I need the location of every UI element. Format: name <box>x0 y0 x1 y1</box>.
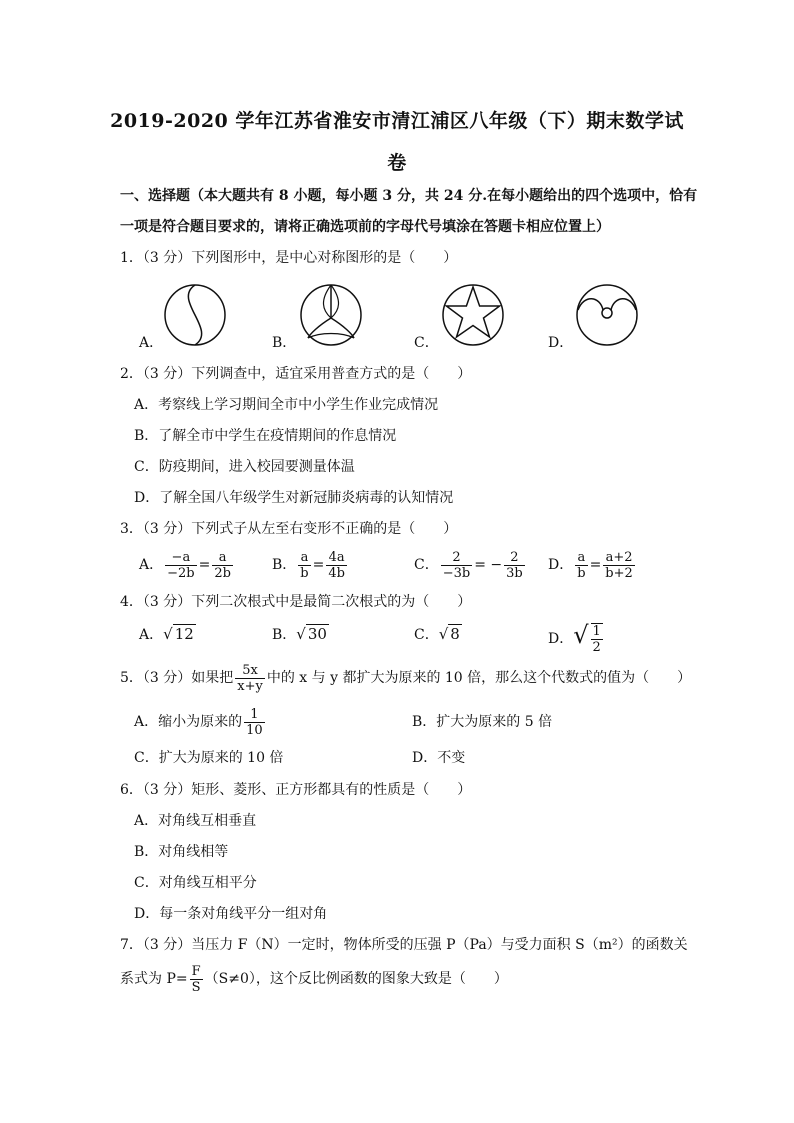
q3-option-c <box>414 547 527 583</box>
q5-stem-post: 中的 x 与 y 都扩大为原来的 10 倍，那么这个代数式的值为（ ） <box>266 670 692 686</box>
q3-b-den1: b <box>300 565 309 581</box>
q5-option-a <box>134 704 267 740</box>
q3-c-label: C． <box>414 557 439 573</box>
q3-a-num1: −a <box>165 550 197 566</box>
q7-stem-line1: 7．（3 分）当压力 F（N）一定时，物体所受的压强 P（Pa）与受力面积 S（m²）的函数关 <box>120 937 688 953</box>
q4-option-d <box>548 616 605 654</box>
q4-a-label: A． <box>139 627 164 643</box>
q5-option-b: B．扩大为原来的 5 倍 <box>412 714 553 730</box>
q3-c-num1: 2 <box>441 550 473 566</box>
q4-a-radicand: 12 <box>174 625 194 643</box>
q3-option-d <box>548 547 637 583</box>
q4-c-radicand: 8 <box>450 625 460 643</box>
q7-pre: 系式为 P= <box>120 971 188 987</box>
q3-c-den2: 3b <box>506 565 523 581</box>
q3-b-eq: = <box>312 557 325 573</box>
q7-den: S <box>191 979 201 995</box>
q5-num: 5x <box>235 663 265 679</box>
q4-b-label: B． <box>272 627 297 643</box>
q3-d-num2: a+2 <box>603 550 635 566</box>
q3-b-label: B． <box>272 557 297 573</box>
q3-stem: 3．（3 分）下列式子从左至右变形不正确的是（ ） <box>120 521 458 537</box>
q3-c-den1: −3b <box>442 565 471 581</box>
q3-a-num2: a <box>212 550 233 566</box>
q3-c-num2: 2 <box>504 550 525 566</box>
q4-b-radicand: 30 <box>307 625 327 643</box>
q4-option-a <box>139 624 196 645</box>
q1-stem: 1．（3 分）下列图形中，是中心对称图形的是（ ） <box>120 250 458 266</box>
section-heading-line2: 一项是符合题目要求的，请将正确选项前的字母代号填涂在答题卡相应位置上） <box>120 219 610 235</box>
q3-d-num1: a <box>575 550 587 566</box>
q3-a-label: A． <box>139 557 164 573</box>
q7-num: F <box>191 963 201 979</box>
q4-option-b <box>272 624 329 645</box>
q3-a-den2: 2b <box>214 565 231 581</box>
q1-option-b: B． <box>272 335 297 351</box>
q3-b-num1: a <box>298 550 310 566</box>
q3-option-b <box>272 547 349 583</box>
q5-option-c: C．扩大为原来的 10 倍 <box>134 750 284 766</box>
q6-option-a: A．对角线互相垂直 <box>134 813 257 829</box>
q2-option-b: B．了解全市中学生在疫情期间的作息情况 <box>134 428 397 444</box>
q1-figure-a-icon <box>162 282 228 348</box>
q3-b-num2: 4a <box>326 550 347 566</box>
q4-stem: 4．（3 分）下列二次根式中是最简二次根式的为（ ） <box>120 594 472 610</box>
q4-d-label: D． <box>548 631 574 647</box>
q7-stem-line2 <box>120 960 508 1000</box>
q5-stem-pre: 5．（3 分）如果把 <box>120 670 234 686</box>
q1-option-c: C． <box>414 335 439 351</box>
q1-figure-d-icon <box>574 282 640 348</box>
q4-c-label: C． <box>414 627 439 643</box>
q2-option-c: C．防疫期间，进入校园要测量体温 <box>134 459 355 475</box>
q3-option-a <box>139 547 235 583</box>
q2-option-a: A．考察线上学习期间全市中小学生作业完成情况 <box>134 397 439 413</box>
q7-post: （S≠0），这个反比例函数的图象大致是（ ） <box>204 971 508 987</box>
q2-option-d: D．了解全国八年级学生对新冠肺炎病毒的认知情况 <box>134 490 454 506</box>
q5-a-num: 1 <box>244 707 265 723</box>
sqrt-icon: √ 12 <box>163 625 194 643</box>
q3-a-den1: −2b <box>167 565 195 581</box>
q4-option-c <box>414 624 462 645</box>
exam-title-line2: 卷 <box>387 152 407 174</box>
q1-option-d: D． <box>548 335 574 351</box>
q6-option-c: C．对角线互相平分 <box>134 875 257 891</box>
q5-a-den: 10 <box>246 722 263 738</box>
q1-figure-c-icon <box>440 282 506 348</box>
q3-d-den1: b <box>577 565 586 581</box>
q3-a-eq: = <box>198 557 211 573</box>
sqrt-icon: √ <box>573 621 589 649</box>
exam-title-line1: 2019-2020 学年江苏省淮安市清江浦区八年级（下）期末数学试 <box>110 110 684 132</box>
q4-d-num: 1 <box>592 624 601 639</box>
q5-den: x+y <box>237 678 263 694</box>
q4-d-den: 2 <box>592 640 601 655</box>
q3-c-eq: = − <box>474 557 503 573</box>
q1-figure-b-icon <box>298 282 364 348</box>
sqrt-icon: √ 8 <box>438 625 460 643</box>
q6-option-d: D．每一条对角线平分一组对角 <box>134 906 328 922</box>
q5-stem <box>120 660 691 700</box>
q3-d-den2: b+2 <box>605 565 633 581</box>
q2-stem: 2．（3 分）下列调查中，适宜采用普查方式的是（ ） <box>120 366 472 382</box>
q5-option-d: D．不变 <box>412 750 466 766</box>
q1-option-a: A． <box>139 335 164 351</box>
q3-d-label: D． <box>548 557 574 573</box>
sqrt-icon: √ 30 <box>296 625 327 643</box>
q6-option-b: B．对角线相等 <box>134 844 229 860</box>
q6-stem: 6．（3 分）矩形、菱形、正方形都具有的性质是（ ） <box>120 782 472 798</box>
q3-d-eq: = <box>589 557 602 573</box>
section-heading-line1: 一、选择题（本大题共有 8 小题，每小题 3 分，共 24 分.在每小题给出的四个选项中，恰有 <box>120 188 698 204</box>
q3-b-den2: 4b <box>328 565 345 581</box>
q5-a-text: A．缩小为原来的 <box>134 714 243 730</box>
